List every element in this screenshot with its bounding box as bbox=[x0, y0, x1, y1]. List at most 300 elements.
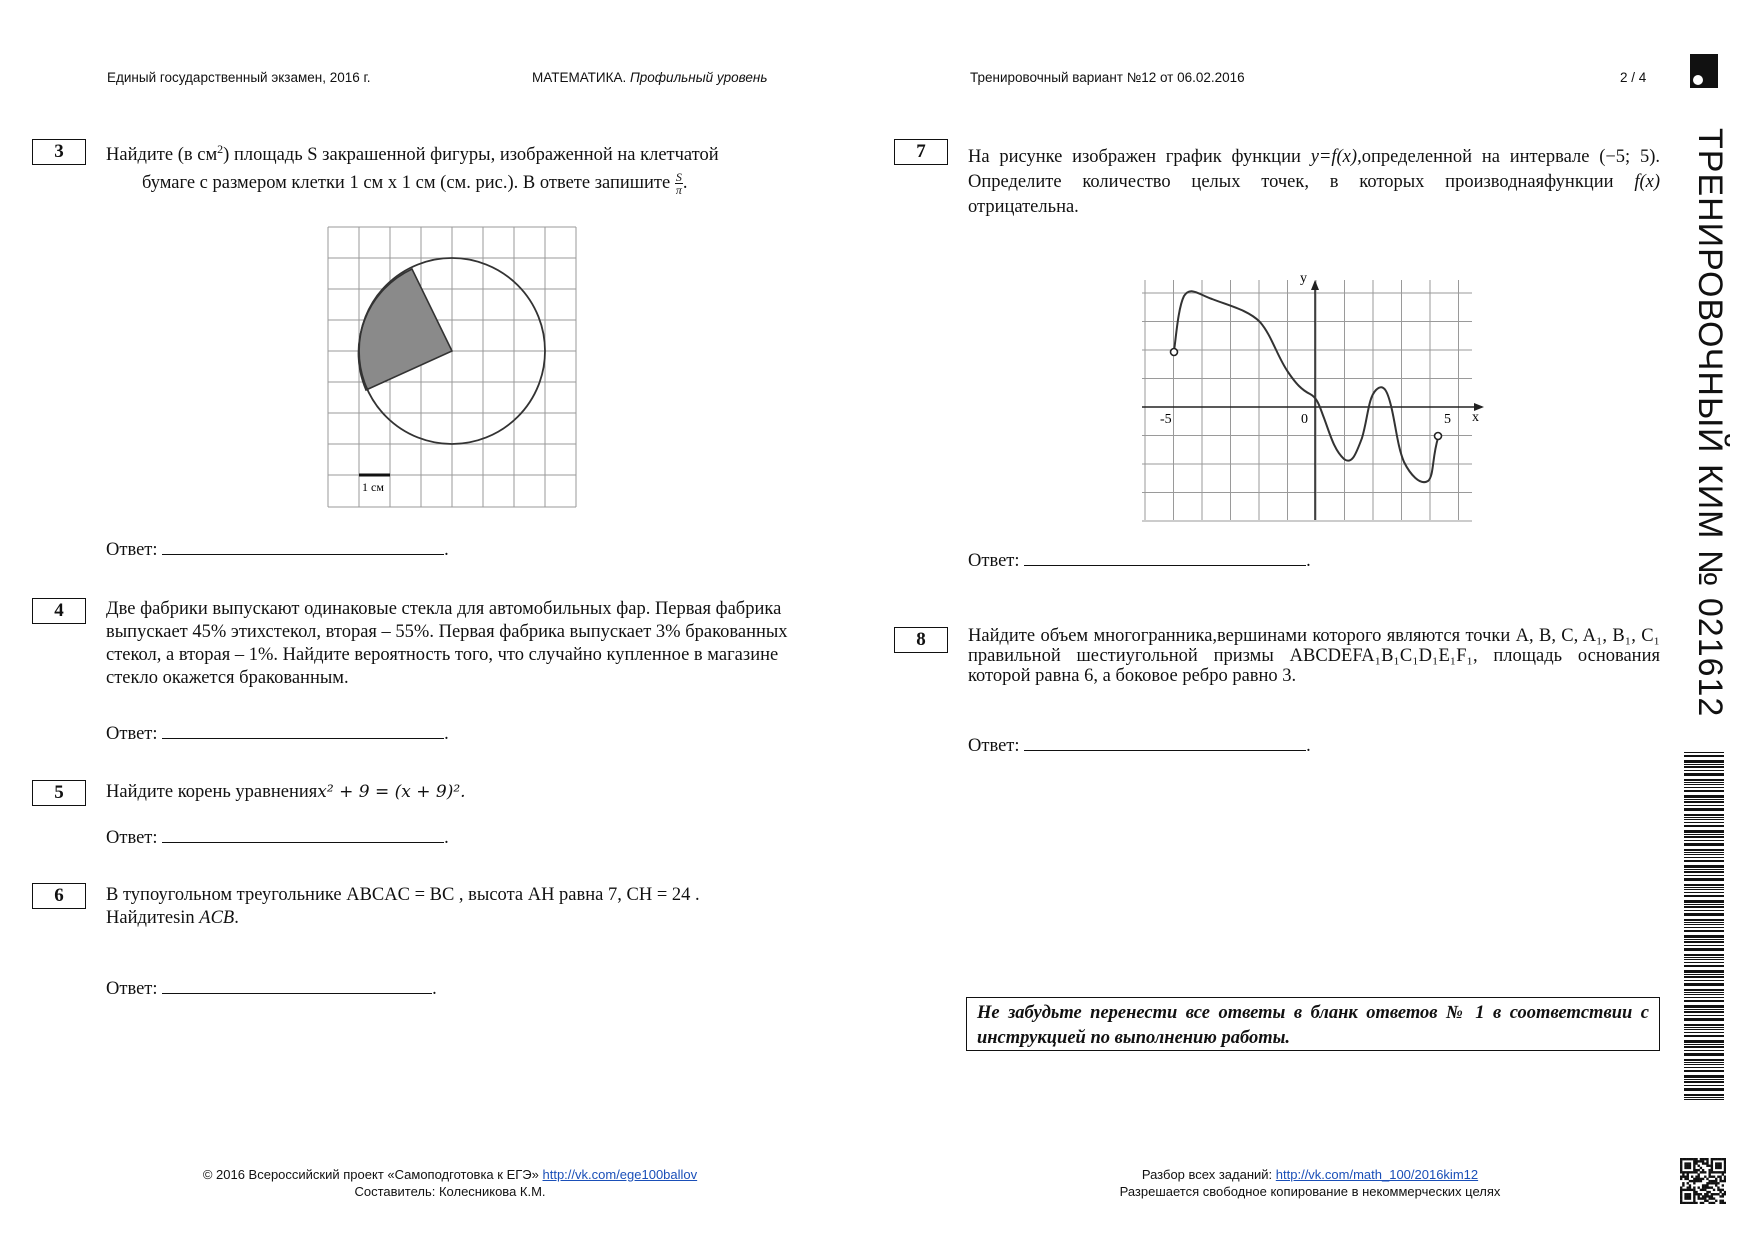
qr-module bbox=[1715, 1193, 1717, 1195]
qr-module bbox=[1680, 1191, 1682, 1193]
qr-module bbox=[1704, 1193, 1706, 1195]
qr-module bbox=[1680, 1202, 1682, 1204]
barcode-bar bbox=[1684, 814, 1724, 816]
barcode-bar bbox=[1684, 948, 1724, 951]
qr-module bbox=[1698, 1176, 1700, 1178]
qr-module bbox=[1702, 1162, 1704, 1164]
qr-module bbox=[1719, 1165, 1721, 1167]
qr-module bbox=[1715, 1178, 1717, 1180]
task-6-angle: ACB bbox=[199, 908, 235, 928]
barcode-bar bbox=[1684, 795, 1724, 798]
qr-module bbox=[1689, 1162, 1691, 1164]
qr-module bbox=[1682, 1184, 1684, 1186]
task-3-answer-field[interactable] bbox=[162, 538, 444, 555]
qr-module bbox=[1687, 1182, 1689, 1184]
task-3-number: 3 bbox=[32, 139, 86, 165]
barcode-bar bbox=[1684, 1024, 1724, 1026]
qr-module bbox=[1717, 1176, 1719, 1178]
qr-module bbox=[1702, 1186, 1704, 1188]
task-6-line-2c: . bbox=[234, 908, 239, 928]
qr-module bbox=[1700, 1171, 1702, 1173]
barcode-bar bbox=[1684, 962, 1724, 963]
task-7-graph bbox=[1142, 268, 1486, 522]
qr-module bbox=[1695, 1178, 1697, 1180]
qr-module bbox=[1680, 1165, 1682, 1167]
qr-module bbox=[1717, 1162, 1719, 1164]
barcode-bar bbox=[1684, 1040, 1724, 1043]
task-6-answer-label: Ответ: bbox=[106, 979, 158, 999]
qr-module bbox=[1684, 1195, 1686, 1197]
qr-module bbox=[1719, 1178, 1721, 1180]
barcode-bar bbox=[1684, 989, 1724, 991]
qr-module bbox=[1702, 1160, 1704, 1162]
qr-module bbox=[1693, 1193, 1695, 1195]
task-8-answer-label: Ответ: bbox=[968, 736, 1020, 756]
qr-module bbox=[1715, 1167, 1717, 1169]
qr-module bbox=[1691, 1171, 1693, 1173]
qr-module bbox=[1693, 1169, 1695, 1171]
qr-module bbox=[1680, 1169, 1682, 1171]
qr-module bbox=[1719, 1189, 1721, 1191]
qr-module bbox=[1689, 1158, 1691, 1160]
task-6-answer: Ответ: . bbox=[106, 979, 437, 999]
barcode-bar bbox=[1684, 941, 1724, 943]
qr-module bbox=[1704, 1162, 1706, 1164]
qr-module bbox=[1700, 1202, 1702, 1204]
qr-module bbox=[1680, 1167, 1682, 1169]
qr-module bbox=[1695, 1158, 1697, 1160]
qr-module bbox=[1711, 1193, 1713, 1195]
barcode-bar bbox=[1684, 994, 1724, 995]
task-3-answer-label: Ответ: bbox=[106, 540, 158, 560]
task-5-text bbox=[106, 781, 466, 804]
barcode-bar bbox=[1684, 935, 1724, 938]
footer-left-link[interactable]: http://vk.com/ege100ballov bbox=[542, 1167, 698, 1182]
barcode-bar bbox=[1684, 895, 1724, 897]
qr-module bbox=[1698, 1173, 1700, 1175]
task-3-fraction-numerator: S bbox=[675, 170, 682, 185]
qr-module bbox=[1722, 1158, 1724, 1160]
task-4-text: Две фабрики выпускают одинаковые стекла для автомобильных фар. Первая фабрика выпускает 45% этихстекол, вторая – 55%. Первая фабрика выпускает 3% бракованных стекол, а вторая – 1%. Найдите вероятность того, что случайно купленное в магазине стекло окажется бракованным. bbox=[106, 599, 788, 688]
qr-module bbox=[1693, 1171, 1695, 1173]
task-5-answer-field[interactable] bbox=[162, 826, 444, 843]
qr-module bbox=[1689, 1202, 1691, 1204]
barcode-bar bbox=[1684, 790, 1724, 792]
qr-module bbox=[1693, 1202, 1695, 1204]
qr-module bbox=[1689, 1165, 1691, 1167]
barcode-bar bbox=[1684, 773, 1724, 776]
qr-module bbox=[1717, 1189, 1719, 1191]
qr-module bbox=[1722, 1173, 1724, 1175]
barcode-bar bbox=[1684, 825, 1724, 827]
qr-module bbox=[1711, 1176, 1713, 1178]
qr-module bbox=[1695, 1180, 1697, 1182]
qr-module bbox=[1695, 1202, 1697, 1204]
qr-module bbox=[1698, 1193, 1700, 1195]
barcode-bar bbox=[1684, 1009, 1724, 1010]
task-4-number: 4 bbox=[32, 598, 86, 624]
qr-module bbox=[1722, 1200, 1724, 1202]
barcode-bar bbox=[1684, 1032, 1724, 1033]
barcode-bar bbox=[1684, 1075, 1724, 1078]
qr-module bbox=[1722, 1195, 1724, 1197]
qr-module bbox=[1695, 1169, 1697, 1171]
task-7-number: 7 bbox=[894, 139, 948, 165]
barcode-bar bbox=[1684, 919, 1724, 921]
qr-module bbox=[1706, 1160, 1708, 1162]
qr-module bbox=[1698, 1160, 1700, 1162]
qr-module bbox=[1691, 1202, 1693, 1204]
qr-module bbox=[1711, 1180, 1713, 1182]
qr-module bbox=[1700, 1178, 1702, 1180]
qr-module bbox=[1719, 1167, 1721, 1169]
qr-module bbox=[1715, 1165, 1717, 1167]
qr-module bbox=[1680, 1162, 1682, 1164]
qr-module bbox=[1713, 1180, 1715, 1182]
barcode-bar bbox=[1684, 849, 1724, 851]
qr-module bbox=[1713, 1202, 1715, 1204]
barcode-bar bbox=[1684, 887, 1724, 888]
qr-module bbox=[1702, 1171, 1704, 1173]
qr-module bbox=[1706, 1165, 1708, 1167]
footer-left bbox=[140, 1166, 760, 1200]
qr-module bbox=[1684, 1162, 1686, 1164]
task-7-y-label: y bbox=[1300, 271, 1307, 286]
qr-module bbox=[1724, 1167, 1726, 1169]
qr-module bbox=[1708, 1176, 1710, 1178]
barcode-bar bbox=[1684, 805, 1724, 806]
qr-module bbox=[1706, 1200, 1708, 1202]
barcode-bar bbox=[1684, 976, 1724, 978]
barcode-bar bbox=[1684, 927, 1724, 928]
qr-module bbox=[1722, 1184, 1724, 1186]
qr-module bbox=[1689, 1193, 1691, 1195]
barcode-bar bbox=[1684, 910, 1724, 911]
header-subject-main: МАТЕМАТИКА. bbox=[532, 70, 627, 85]
barcode-bar bbox=[1684, 997, 1724, 998]
qr-module bbox=[1693, 1189, 1695, 1191]
qr-module bbox=[1722, 1180, 1724, 1182]
qr-module bbox=[1698, 1197, 1700, 1199]
qr-module bbox=[1717, 1158, 1719, 1160]
task-8-answer-field[interactable] bbox=[1024, 734, 1306, 751]
barcode-bar bbox=[1684, 782, 1724, 783]
task-3-fraction-denominator: π bbox=[675, 183, 682, 198]
barcode-bar bbox=[1684, 1029, 1724, 1030]
qr-module bbox=[1700, 1158, 1702, 1160]
qr-module bbox=[1682, 1182, 1684, 1184]
qr-module bbox=[1687, 1173, 1689, 1175]
qr-code-icon bbox=[1680, 1158, 1726, 1204]
barcode-bar bbox=[1684, 857, 1724, 858]
task-5-answer: Ответ: . bbox=[106, 828, 449, 848]
qr-module bbox=[1689, 1189, 1691, 1191]
qr-module bbox=[1708, 1195, 1710, 1197]
qr-module bbox=[1704, 1189, 1706, 1191]
qr-module bbox=[1700, 1197, 1702, 1199]
barcode-bar bbox=[1684, 1099, 1724, 1100]
qr-module bbox=[1708, 1197, 1710, 1199]
task-6-number: 6 bbox=[32, 883, 86, 909]
qr-module bbox=[1708, 1171, 1710, 1173]
qr-module bbox=[1724, 1180, 1726, 1182]
qr-module bbox=[1684, 1165, 1686, 1167]
barcode-bar bbox=[1684, 1081, 1724, 1083]
qr-module bbox=[1722, 1202, 1724, 1204]
barcode-bar bbox=[1684, 1088, 1724, 1091]
barcode-bar bbox=[1684, 764, 1724, 765]
task-8-text: Найдите объем многогранника,вершинами которого являются точки A, B, C, A₁, B₁, C₁ правильной шестиугольной призмы ABCDEFA₁B₁C₁D₁E₁F₁, площадь основания которой равна 6, а боковое ребро равно 3. bbox=[968, 626, 1660, 686]
task-3-text-a: Найдите (в см bbox=[106, 145, 218, 166]
task-8-number: 8 bbox=[894, 627, 948, 653]
task-7-text-a: На рисунке изображен график функции bbox=[968, 147, 1301, 167]
barcode-bar bbox=[1684, 922, 1724, 923]
corner-marker-icon bbox=[1690, 54, 1718, 88]
barcode-bar bbox=[1684, 817, 1724, 818]
qr-module bbox=[1717, 1182, 1719, 1184]
qr-module bbox=[1684, 1176, 1686, 1178]
barcode-bar bbox=[1684, 799, 1724, 800]
barcode-bar bbox=[1684, 801, 1724, 803]
qr-module bbox=[1700, 1189, 1702, 1191]
qr-module bbox=[1722, 1171, 1724, 1173]
qr-module bbox=[1711, 1158, 1713, 1160]
barcode-bar bbox=[1684, 878, 1724, 881]
barcode-bar bbox=[1684, 1005, 1724, 1008]
task-7-open-point-right bbox=[1435, 433, 1442, 440]
qr-module bbox=[1719, 1191, 1721, 1193]
qr-module bbox=[1713, 1182, 1715, 1184]
task-3-superscript: 2 bbox=[217, 142, 224, 156]
qr-module bbox=[1684, 1167, 1686, 1169]
barcode-bar bbox=[1684, 992, 1724, 993]
qr-module bbox=[1717, 1165, 1719, 1167]
qr-module bbox=[1693, 1162, 1695, 1164]
barcode-bar bbox=[1684, 787, 1724, 788]
qr-module bbox=[1702, 1184, 1704, 1186]
footer-right-link[interactable]: http://vk.com/math_100/2016kim12 bbox=[1275, 1167, 1479, 1182]
task-6-answer-field[interactable] bbox=[162, 977, 432, 994]
task-7-func-2: f(x) bbox=[1634, 172, 1660, 192]
qr-module bbox=[1719, 1180, 1721, 1182]
qr-module bbox=[1702, 1202, 1704, 1204]
task-7-answer-label: Ответ: bbox=[968, 551, 1020, 571]
qr-module bbox=[1698, 1178, 1700, 1180]
reminder-notice: Не забудьте перенести все ответы в бланк ответов № 1 в соответствии с инструкцией по выполнению работы. bbox=[966, 997, 1660, 1051]
qr-module bbox=[1708, 1169, 1710, 1171]
qr-module bbox=[1684, 1171, 1686, 1173]
task-7-tick-neg5: -5 bbox=[1160, 412, 1172, 427]
barcode-bar bbox=[1684, 904, 1724, 905]
qr-module bbox=[1706, 1195, 1708, 1197]
barcode-bar bbox=[1684, 860, 1724, 862]
qr-module bbox=[1684, 1178, 1686, 1180]
qr-module bbox=[1695, 1193, 1697, 1195]
qr-module bbox=[1711, 1171, 1713, 1173]
qr-module bbox=[1682, 1173, 1684, 1175]
qr-module bbox=[1706, 1162, 1708, 1164]
qr-module bbox=[1700, 1160, 1702, 1162]
qr-module bbox=[1684, 1189, 1686, 1191]
barcode-bar bbox=[1684, 766, 1724, 768]
barcode-bar bbox=[1684, 784, 1724, 785]
barcode-bar bbox=[1684, 983, 1724, 986]
qr-module bbox=[1680, 1189, 1682, 1191]
qr-module bbox=[1711, 1202, 1713, 1204]
qr-module bbox=[1708, 1191, 1710, 1193]
qr-module bbox=[1704, 1171, 1706, 1173]
qr-module bbox=[1680, 1193, 1682, 1195]
barcode-bar bbox=[1684, 869, 1724, 870]
qr-module bbox=[1715, 1158, 1717, 1160]
qr-module bbox=[1693, 1200, 1695, 1202]
header-exam: Единый государственный экзамен, 2016 г. bbox=[107, 70, 371, 85]
qr-module bbox=[1687, 1189, 1689, 1191]
qr-module bbox=[1698, 1195, 1700, 1197]
qr-module bbox=[1682, 1176, 1684, 1178]
qr-module bbox=[1719, 1176, 1721, 1178]
qr-module bbox=[1700, 1167, 1702, 1169]
qr-module bbox=[1695, 1191, 1697, 1193]
task-3-text: Найдите (в $см^2$) площадь S закрашенной фигуры, изображенной на клетчатой бумаге с размером клетки 1 см x 1 см (см. рис.). В ответе запишите $\frac{S}{\pi}$ . bbox=[106, 142, 719, 198]
qr-module bbox=[1708, 1180, 1710, 1182]
header-variant: Тренировочный вариант №12 от 06.02.2016 bbox=[970, 70, 1245, 85]
footer-license: Разрешается свободное копирование в некоммерческих целях bbox=[1119, 1184, 1501, 1199]
task-3-answer: Ответ: . bbox=[106, 540, 449, 560]
task-7-y-arrow-icon bbox=[1311, 280, 1319, 290]
header-subject-level: Профильный уровень bbox=[629, 70, 768, 85]
barcode-bar bbox=[1684, 924, 1724, 925]
qr-module bbox=[1715, 1182, 1717, 1184]
barcode-bar bbox=[1684, 819, 1724, 820]
qr-module bbox=[1711, 1197, 1713, 1199]
footer-right bbox=[1000, 1166, 1620, 1200]
qr-module bbox=[1713, 1197, 1715, 1199]
qr-module bbox=[1724, 1176, 1726, 1178]
barcode-bar bbox=[1684, 1046, 1724, 1048]
task-6-line-1: В тупоугольном треугольнике ABCAC = BC , высота AH равна 7, CH = 24 . bbox=[106, 885, 700, 905]
barcode-bar bbox=[1684, 1000, 1724, 1002]
qr-module bbox=[1682, 1158, 1684, 1160]
qr-module bbox=[1708, 1173, 1710, 1175]
task-7-text-b: ,определенной на интервале (−5; 5). Определите количество целых точек, в которых производнаяфункции bbox=[968, 147, 1661, 192]
qr-module bbox=[1693, 1165, 1695, 1167]
barcode-bar bbox=[1684, 1015, 1724, 1016]
task-5-text-a: Найдите корень уравнения bbox=[106, 782, 318, 802]
barcode-bar bbox=[1684, 836, 1724, 838]
qr-module bbox=[1695, 1176, 1697, 1178]
barcode-bar bbox=[1684, 1079, 1724, 1080]
qr-module bbox=[1682, 1171, 1684, 1173]
barcode-bar bbox=[1684, 980, 1724, 981]
qr-module bbox=[1715, 1162, 1717, 1164]
qr-module bbox=[1684, 1202, 1686, 1204]
qr-module bbox=[1689, 1167, 1691, 1169]
barcode-bar bbox=[1684, 840, 1724, 841]
qr-module bbox=[1706, 1178, 1708, 1180]
task-3-figure bbox=[326, 225, 581, 509]
qr-module bbox=[1687, 1171, 1689, 1173]
qr-module bbox=[1687, 1167, 1689, 1169]
task-4-answer: Ответ: . bbox=[106, 724, 449, 744]
qr-module bbox=[1680, 1186, 1682, 1188]
side-title: ТРЕНИРОВОЧНЫЙ КИМ № 021612 bbox=[1691, 128, 1729, 718]
barcode-bar bbox=[1684, 954, 1724, 956]
footer-copyright: © 2016 Всероссийский проект «Самоподготовка к ЕГЭ» bbox=[202, 1167, 539, 1182]
qr-module bbox=[1687, 1176, 1689, 1178]
task-7-x-label: x bbox=[1472, 410, 1479, 425]
barcode-bar bbox=[1684, 1018, 1724, 1021]
task-3-text-b: ) площадь S закрашенной фигуры, изображенной на клетчатой bbox=[223, 145, 719, 166]
qr-module bbox=[1724, 1191, 1726, 1193]
qr-module bbox=[1704, 1195, 1706, 1197]
qr-module bbox=[1713, 1158, 1715, 1160]
task-7-func: y=f(x) bbox=[1310, 147, 1358, 167]
qr-module bbox=[1704, 1200, 1706, 1202]
qr-module bbox=[1687, 1195, 1689, 1197]
qr-module bbox=[1711, 1160, 1713, 1162]
qr-module bbox=[1713, 1171, 1715, 1173]
qr-module bbox=[1717, 1171, 1719, 1173]
qr-module bbox=[1684, 1197, 1686, 1199]
qr-module bbox=[1706, 1191, 1708, 1193]
qr-module bbox=[1687, 1165, 1689, 1167]
qr-module bbox=[1702, 1158, 1704, 1160]
barcode-bar bbox=[1684, 884, 1724, 886]
qr-module bbox=[1684, 1193, 1686, 1195]
qr-module bbox=[1702, 1197, 1704, 1199]
barcode-bar bbox=[1684, 871, 1724, 873]
qr-module bbox=[1680, 1158, 1682, 1160]
barcode-bar bbox=[1684, 1070, 1724, 1072]
qr-module bbox=[1704, 1176, 1706, 1178]
qr-module bbox=[1700, 1180, 1702, 1182]
task-6-line-2a: Найдитеsin bbox=[106, 908, 200, 928]
qr-module bbox=[1711, 1165, 1713, 1167]
qr-module bbox=[1706, 1193, 1708, 1195]
qr-module bbox=[1724, 1193, 1726, 1195]
task-4-answer-field[interactable] bbox=[162, 722, 444, 739]
qr-module bbox=[1682, 1189, 1684, 1191]
qr-module bbox=[1687, 1186, 1689, 1188]
qr-module bbox=[1724, 1169, 1726, 1171]
qr-module bbox=[1704, 1197, 1706, 1199]
qr-module bbox=[1719, 1158, 1721, 1160]
qr-module bbox=[1698, 1180, 1700, 1182]
barcode-bar bbox=[1684, 892, 1724, 893]
barcode-bar bbox=[1684, 1085, 1724, 1086]
qr-module bbox=[1706, 1158, 1708, 1160]
task-7-answer: Ответ: . bbox=[968, 551, 1311, 571]
barcode-bar bbox=[1684, 852, 1724, 853]
qr-module bbox=[1700, 1193, 1702, 1195]
barcode-bar bbox=[1684, 1064, 1724, 1065]
task-7-text-c: отрицательна. bbox=[968, 197, 1079, 217]
qr-module bbox=[1689, 1171, 1691, 1173]
qr-module bbox=[1724, 1160, 1726, 1162]
task-7-grid bbox=[1142, 280, 1472, 521]
qr-module bbox=[1711, 1186, 1713, 1188]
qr-module bbox=[1711, 1195, 1713, 1197]
qr-module bbox=[1717, 1186, 1719, 1188]
barcode-bar bbox=[1684, 755, 1724, 757]
barcode-bar bbox=[1684, 843, 1724, 846]
qr-module bbox=[1698, 1169, 1700, 1171]
barcode-bar bbox=[1684, 1062, 1724, 1063]
task-7-answer-field[interactable] bbox=[1024, 549, 1306, 566]
qr-module bbox=[1691, 1189, 1693, 1191]
task-7-function-curve bbox=[1174, 291, 1438, 482]
